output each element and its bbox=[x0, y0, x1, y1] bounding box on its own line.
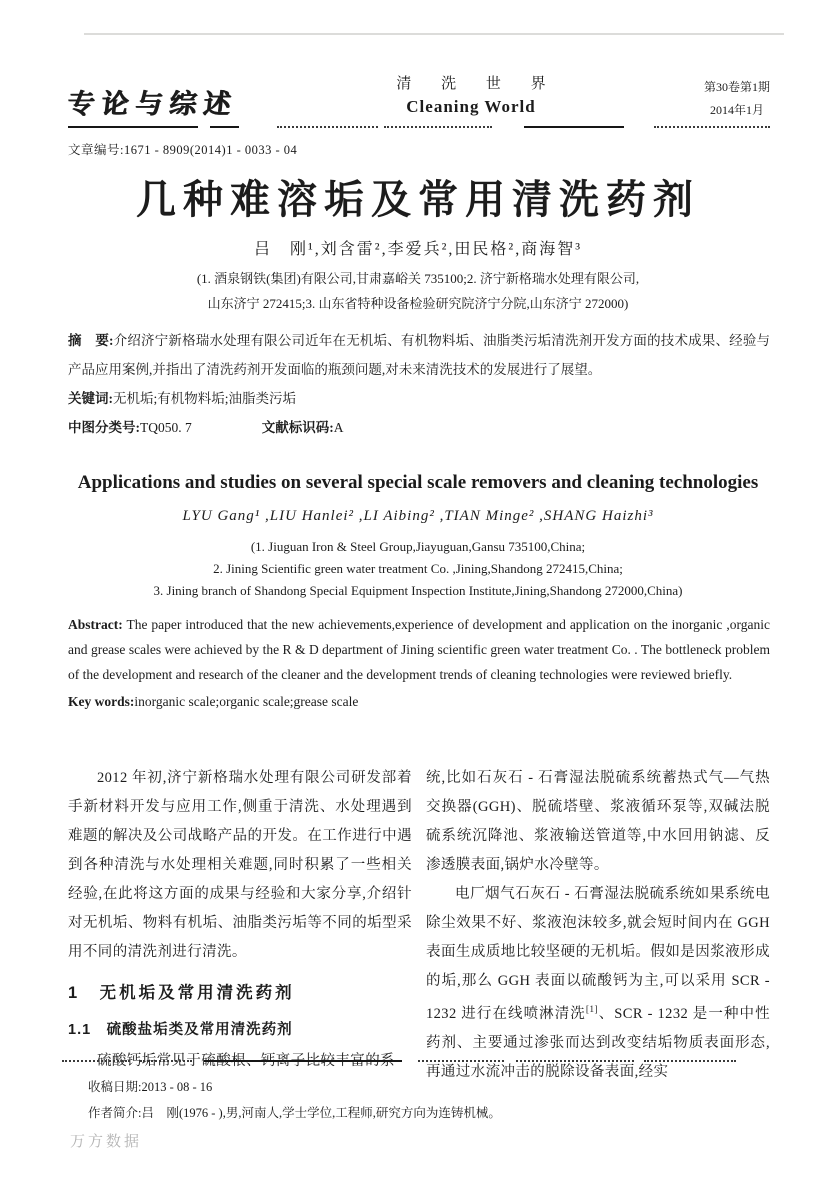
abstract-en-text: The paper introduced that the new achievements,experience of development and application on the inorganic ,organic and grease scales were achieved by the R & D department of Jining scientific green water treatment Co. . The bottleneck problem of the development and research of the cleaner and the development trends of cleaning technologies were reviewed briefly. bbox=[68, 617, 770, 682]
keywords-cn-text: 无机垢;有机物料垢;油脂类污垢 bbox=[113, 391, 297, 406]
article-title-en: Applications and studies on several special scale removers and cleaning technologies bbox=[77, 472, 759, 493]
wanfang-watermark: 万方数据 bbox=[70, 1134, 143, 1150]
keywords-cn bbox=[68, 384, 770, 413]
paragraph: 2012 年初,济宁新格瑞水处理有限公司研发部着手新材料开发与应用工作,侧重于清洗、水处理遇到难题的解决及公司战略产品的开发。在工作进行中遇到各种清洗与水处理相关难题,同时积累了一些相关经验,在此将这方面的成果与经验和大家分享,介绍针对无机垢、物料有机垢、油脂类污垢等不同的垢型采用不同的清洗剂进行清洗。 bbox=[68, 770, 412, 960]
journal-title-block bbox=[341, 72, 601, 117]
keywords-en-label: Key words: bbox=[68, 694, 135, 709]
affiliation-en-line1: (1. Jiuguan Iron & Steel Group,Jiayuguan,Gansu 735100,China; bbox=[250, 539, 586, 554]
abstract-cn-label: 摘 要: bbox=[68, 333, 114, 348]
header-rule bbox=[68, 126, 770, 128]
paragraph-text: 电厂烟气石灰石 - 石膏湿法脱硫系统如果系统电除尘效果不好、浆液泡沫较多,就会短时间内在 GGH 表面生成质地比较坚硬的无机垢。假如是因浆液形成的垢,那么 GGH 表面以硫酸钙为主,可以采用 SCR - 1232 进行在线喷淋清洗 bbox=[426, 886, 770, 1022]
affiliation-cn-line2: 山东济宁 272415;3. 山东省特种设备检验研究院济宁分院,山东济宁 272000) bbox=[207, 296, 629, 312]
keywords-cn-label: 关键词: bbox=[68, 391, 113, 406]
clc-value: TQ050. 7 bbox=[140, 420, 192, 435]
paragraph-text: 、SCR - 1232 是一种中性药剂、主要通过渗张而达到改变结垢物质表面形态,再通过水流冲击的脱除设备表面,经实 bbox=[426, 1005, 770, 1080]
abstract-cn-block bbox=[68, 326, 770, 442]
body-right-column bbox=[426, 764, 770, 1087]
reference-superscript: [1] bbox=[585, 1005, 599, 1015]
journal-title-cn: 清 洗 世 界 bbox=[396, 76, 559, 92]
rule-segment bbox=[62, 1060, 130, 1062]
rule-segment bbox=[524, 126, 623, 128]
rule-segment bbox=[654, 126, 770, 128]
scan-edge-artifact bbox=[84, 33, 784, 35]
doc-code-value: A bbox=[333, 420, 344, 435]
author-bio: 作者简介:吕 刚(1976 - ),男,河南人,学士学位,工程师,研究方向为连铸机械。 bbox=[88, 1106, 501, 1121]
authors-cn: 吕 刚¹,刘含雷²,李爱兵²,田民格²,商海智³ bbox=[254, 241, 582, 258]
abstract-cn bbox=[68, 326, 770, 384]
journal-title-en: Cleaning World bbox=[406, 97, 536, 116]
body-columns bbox=[68, 764, 770, 1087]
abstract-en-label: Abstract: bbox=[68, 617, 123, 632]
journal-column-name: 专论与综述 bbox=[65, 89, 239, 119]
english-head bbox=[0, 472, 836, 602]
affiliation-cn-line1: (1. 酒泉钢铁(集团)有限公司,甘肃嘉峪关 735100;2. 济宁新格瑞水处理有限公司, bbox=[196, 271, 640, 286]
issue-info bbox=[704, 72, 770, 122]
abstract-en-block bbox=[68, 612, 770, 714]
rule-segment bbox=[516, 1060, 634, 1062]
footnote-block bbox=[88, 1074, 748, 1127]
paragraph: 统,比如石灰石 - 石膏湿法脱硫系统蓄热式气—气热交换器(GGH)、脱硫塔壁、浆液循环泵等,双碱法脱硫系统沉降池、浆液输送管道等,中水回用钠滤、反渗透膜表面,锅炉水冷壁等。 bbox=[426, 770, 770, 873]
rule-segment bbox=[384, 126, 492, 128]
section-heading-1: 1 无机垢及常用清洗药剂 bbox=[68, 984, 295, 1002]
rule-segment bbox=[644, 1060, 736, 1062]
page-header bbox=[65, 72, 770, 122]
affiliation-en-line2: 2. Jining Scientific green water treatment Co. ,Jining,Shandong 272415,China; bbox=[213, 561, 623, 576]
footnote-rule bbox=[62, 1060, 776, 1062]
rule-segment bbox=[210, 126, 239, 128]
paragraph: 硫酸钙垢常见于硫酸根、钙离子比较丰富的系 bbox=[97, 1053, 395, 1069]
received-date: 收稿日期:2013 - 08 - 16 bbox=[88, 1080, 213, 1094]
volume-issue: 第30卷第1期 bbox=[703, 80, 770, 94]
authors-en: LYU Gang¹ ,LIU Hanlei² ,LI Aibing² ,TIAN Minge² ,SHANG Haizhi³ bbox=[182, 508, 654, 524]
affiliations-en bbox=[0, 536, 836, 602]
rule-segment bbox=[277, 126, 378, 128]
classification-line bbox=[68, 413, 770, 442]
abstract-cn-text: 介绍济宁新格瑞水处理有限公司近年在无机垢、有机物料垢、油脂类污垢清洗剂开发方面的技术成果、经验与产品应用案例,并指出了清洗药剂开发面临的瓶颈问题,对未来清洗技术的发展进行了展望。 bbox=[68, 333, 771, 377]
doc-code-label: 文献标识码: bbox=[261, 420, 334, 435]
abstract-en bbox=[68, 612, 770, 687]
affiliation-en-line3: 3. Jining branch of Shandong Special Equipment Inspection Institute,Jining,Shandong 272000,China) bbox=[153, 583, 683, 598]
keywords-en-text: inorganic scale;organic scale;grease scale bbox=[134, 694, 359, 709]
article-title-cn: 几种难溶垢及常用清洗药剂 bbox=[136, 178, 700, 222]
section-heading-1-1: 1.1 硫酸盐垢类及常用清洗药剂 bbox=[68, 1022, 293, 1038]
affiliations-cn bbox=[0, 266, 836, 317]
paragraph bbox=[426, 880, 770, 1087]
article-number: 文章编号:1671 - 8909(2014)1 - 0033 - 04 bbox=[68, 143, 298, 157]
rule-segment bbox=[68, 126, 198, 128]
rule-segment bbox=[140, 1060, 192, 1062]
issue-date: 2014年1月 bbox=[709, 102, 764, 117]
rule-segment bbox=[204, 1060, 402, 1062]
keywords-en bbox=[68, 689, 770, 714]
clc-label: 中图分类号: bbox=[68, 420, 140, 435]
body-left-column bbox=[68, 764, 412, 1087]
rule-segment bbox=[418, 1060, 504, 1062]
